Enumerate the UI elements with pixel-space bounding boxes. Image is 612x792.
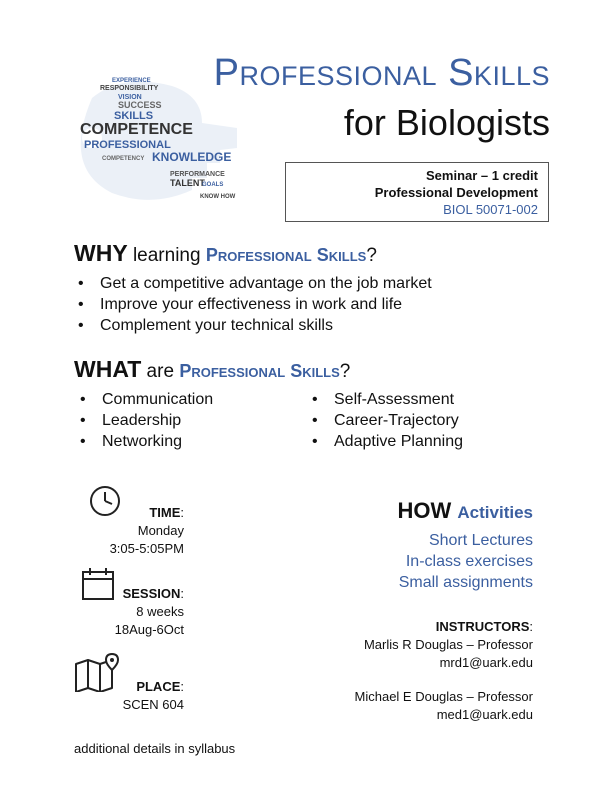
why-heading-highlight: Professional Skills (205, 245, 367, 265)
page-subtitle: for Biologists (343, 102, 550, 143)
logo-word: SKILLS (114, 110, 154, 122)
list-item: • Improve your effectiveness in work and life (74, 294, 432, 315)
logo-word: PERFORMANCE (170, 171, 225, 178)
time-label: TIME (149, 505, 181, 520)
how-heading (330, 498, 533, 524)
place-label: PLACE (136, 679, 181, 694)
logo-word: PROFESSIONAL (84, 139, 171, 151)
why-heading (74, 240, 377, 267)
logo-word: EXPERIENCE (112, 78, 151, 84)
list-item: Small assignments (398, 574, 533, 591)
list-item: Short Lectures (428, 532, 533, 549)
time-hours: 3:05-5:05PM (109, 541, 184, 556)
activities-list (330, 530, 533, 593)
instructor-name: Marlis R Douglas – Professor (363, 637, 533, 652)
logo-word: KNOWLEDGE (152, 150, 232, 164)
logo-word: KNOW HOW (200, 194, 236, 200)
logo-word: SUCCESS (118, 100, 162, 110)
what-list-col1 (76, 389, 213, 452)
time-colon: : (180, 505, 184, 520)
why-heading-end: ? (366, 245, 377, 266)
course-code: BIOL 50071-002 (443, 202, 538, 217)
list-item: • Career-Trajectory (308, 410, 463, 431)
list-item: • Networking (76, 431, 213, 452)
what-heading-keyword: WHAT (74, 356, 142, 382)
logo-word: RESPONSIBILITY (100, 85, 159, 92)
session-colon: : (180, 586, 184, 601)
why-list (74, 273, 432, 336)
page-title: Professional Skills (213, 52, 550, 94)
what-list-col2 (308, 389, 463, 452)
instructor-name: Michael E Douglas – Professor (354, 689, 533, 704)
place-colon: : (180, 679, 184, 694)
logo-word: VISION (118, 94, 142, 101)
what-heading (74, 356, 350, 383)
instructor-email[interactable]: mrd1@uark.edu (439, 655, 533, 670)
list-item: In-class exercises (405, 553, 533, 570)
session-dates: 18Aug-6Oct (114, 622, 184, 637)
list-item: • Communication (76, 389, 213, 410)
list-item: • Adaptive Planning (308, 431, 463, 452)
list-item: • Leadership (76, 410, 213, 431)
logo-word: GOALS (202, 182, 224, 188)
what-heading-end: ? (339, 361, 351, 382)
place-details (84, 678, 184, 714)
list-item: • Get a competitive advantage on the job market (74, 273, 432, 294)
instructors-label: INSTRUCTORS (435, 619, 530, 634)
logo-word: COMPETENCY (102, 156, 145, 162)
how-heading-activities: Activities (457, 503, 533, 522)
what-heading-text: are (141, 361, 180, 382)
why-heading-text: learning (127, 245, 206, 266)
footer-note: additional details in syllabus (74, 741, 236, 756)
course-category: Professional Development (374, 185, 538, 200)
what-heading-highlight: Professional Skills (179, 361, 340, 381)
session-details (84, 585, 184, 639)
course-info-box (285, 162, 549, 222)
course-type: Seminar – 1 credit (426, 168, 538, 183)
list-item: • Self-Assessment (308, 389, 463, 410)
instructor-email[interactable]: med1@uark.edu (436, 707, 533, 722)
how-heading-keyword: HOW (397, 498, 452, 523)
logo-word: COMPETENCE (80, 121, 193, 138)
list-item: • Complement your technical skills (74, 315, 432, 336)
session-label: SESSION (122, 586, 181, 601)
time-day: Monday (137, 523, 184, 538)
place-room: SCEN 604 (122, 697, 184, 712)
why-heading-keyword: WHY (74, 240, 128, 266)
session-length: 8 weeks (136, 604, 184, 619)
instructors-colon: : (529, 619, 533, 634)
logo-word: TALENT (170, 178, 205, 188)
instructors-section (300, 618, 533, 724)
time-details (94, 504, 184, 558)
